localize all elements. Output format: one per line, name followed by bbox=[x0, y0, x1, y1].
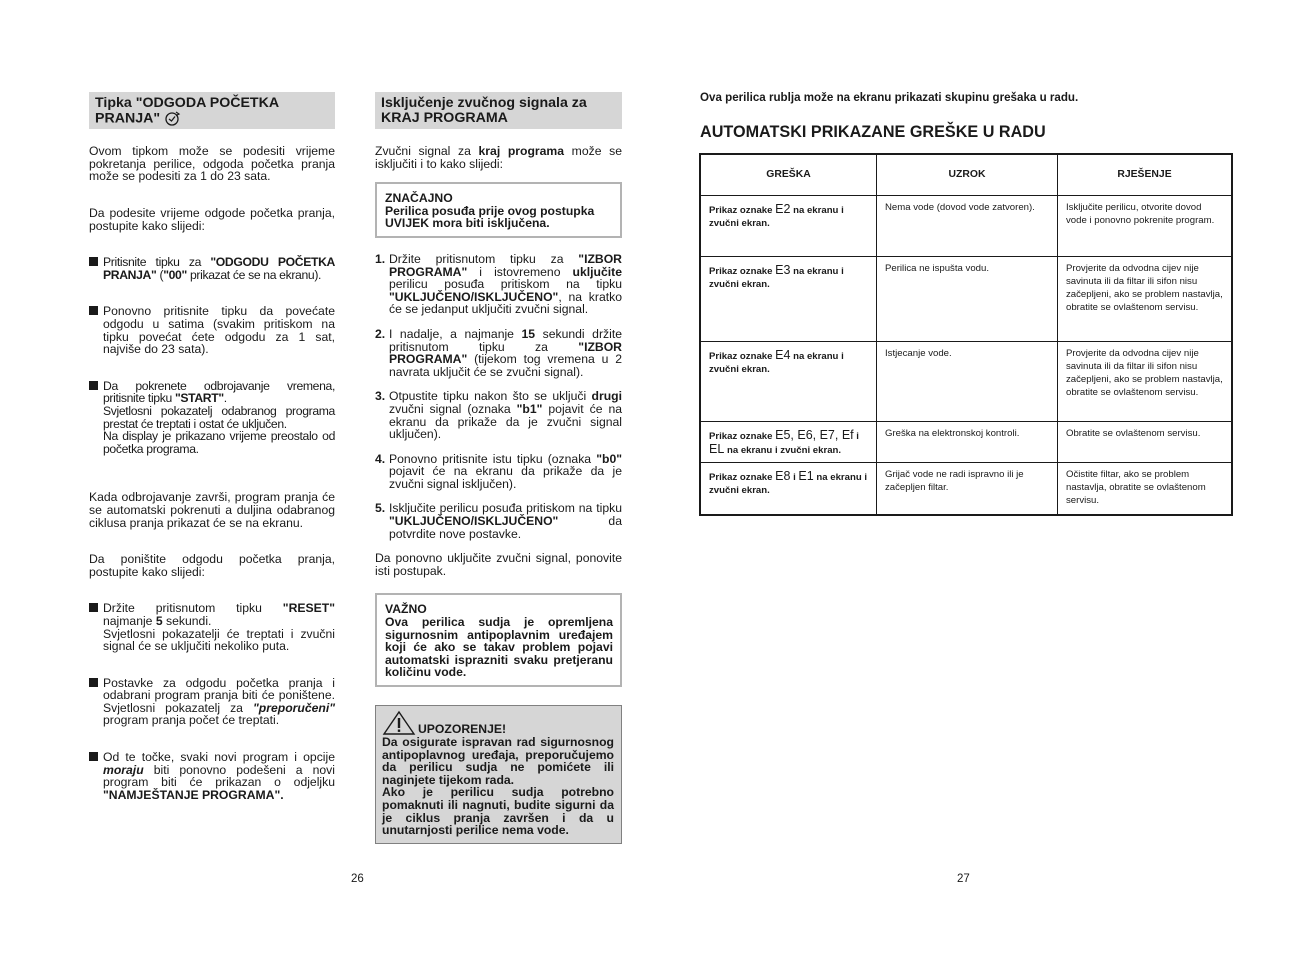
list-item: Od te točke, svaki novi program i opcije moraju biti ponovno podešeni a novi program biti će prikazan o odjeljku "NAMJEŠTANJE PROGRAMA". bbox=[89, 751, 335, 801]
list-item: 4. Ponovno pritisnite istu tipku (oznaka "b0" pojavit će na ekranu da prikaže da je zvučni signal isključen). bbox=[375, 451, 622, 491]
table-row: Prikaz oznake E5, E6, E7, Ef i EL na ekranu i zvučni ekran. Greška na elektronskoj kontroli. Obratite se ovlaštenom servisu. bbox=[700, 421, 1232, 462]
page-number-left: 26 bbox=[351, 873, 364, 885]
list-item: 3. Otpustite tipku nakon što se uključi drugi zvučni signal (oznaka "b1" pojavit će na ekranu da prikaže da je zvučni signal uključen). bbox=[375, 389, 622, 442]
middle-column bbox=[375, 92, 622, 844]
bullet-icon bbox=[89, 603, 98, 612]
warning-text-2: Ako je perilicu sudja potrebno pomaknuti ili nagnuti, budite sigurni da je ciklus pranja završen i da u unutarnjosti perilice nema vode. bbox=[382, 785, 614, 838]
reenable-text: Da ponovno uključite zvučni signal, ponovite isti postupak. bbox=[375, 551, 622, 578]
warning-text-1: Da osigurate ispravan rad sigurnosnog antipoplavnog uređaja, preporučujemo da perilicu sudja ne pomićete ili naginjete tijekom rada. bbox=[382, 735, 614, 787]
sound-intro-text: Zvučni signal za kraj programa može se isključiti i to kako slijedi: bbox=[375, 144, 622, 171]
table-row: Prikaz oznake E8 i E1 na ekranu i zvučni ekran. Grijač vode ne radi ispravno ili je začepljen filtar. Očistite filtar, ako se problem nastavlja, obratite se ovlaštenom servisu. bbox=[700, 462, 1232, 515]
countdown-text: Kada odbrojavanje završi, program pranja će se automatski pokrenuti a duljina odabranog ciklusa pranja prikazat će se na ekranu. bbox=[89, 490, 335, 530]
list-item: Držite pritisnutom tipku "RESET" najmanje 5 sekundi. Svjetlosni pokazatelji će treptati i zvučni signal će se uključiti nekoliko puta. bbox=[89, 602, 335, 652]
bullet-icon bbox=[89, 257, 98, 266]
bullet-icon bbox=[89, 678, 98, 687]
important-note-2-text: Ova perilica sudja je opremljena sigurnosnim antipoplavnim uređajem koji će ako se takav problem pojavi automatski isprazniti svaku pretjeranu količinu vode. bbox=[385, 615, 613, 680]
delay-intro-text: Ovom tipkom može se podesiti vrijeme pokretanja perilice, odgoda početka pranja može se podesiti za 1 do 23 sata. bbox=[89, 144, 335, 184]
header-cause: UZROK bbox=[877, 154, 1058, 196]
warning-box bbox=[375, 705, 622, 844]
list-item: Postavke za odgodu početka pranja i odabrani program pranja biti će poništene. Svjetlosni pokazatelj za "preporučeni" program pranja počet će treptati. bbox=[89, 677, 335, 727]
list-item: Pritisnite tipku za "ODGODU POČETKA PRANJA" ("00" prikazat će se na ekranu). bbox=[89, 256, 335, 281]
important-note bbox=[375, 182, 622, 238]
warning-icon bbox=[382, 710, 416, 736]
errors-title: AUTOMATSKI PRIKAZANE GREŠKE U RADU bbox=[700, 122, 1046, 141]
right-column bbox=[699, 92, 1233, 516]
important-note-text: Perilica posuđa prije ovog postupka UVIJEK mora biti isključena. bbox=[385, 203, 595, 231]
delay-start-heading bbox=[89, 92, 335, 129]
list-item: 5. Isključite perilicu posuđa pritiskom na tipku "UKLJUČENO/ISKLJUČENO" da potvrdite nove postavke. bbox=[375, 501, 622, 541]
list-item: Ponovno pritisnite tipku da povećate odgodu u satima (svakim pritiskom na tipku povećat ćete odgodu za 1 sat, najviše do 23 sata). bbox=[89, 305, 335, 355]
warning-title: UPOZORENJE! bbox=[418, 722, 507, 737]
delay-clock-icon bbox=[164, 111, 181, 126]
important-note-2 bbox=[375, 593, 622, 687]
table-row: Prikaz oznake E3 na ekranu i zvučni ekran. Perilica ne ispušta vodu. Provjerite da odvodna cijev nije savinuta ili da filtar ili sifon nisu začepljeni, ako se problem nastavlja, obratite se ovlaštenom servisu. bbox=[700, 256, 1232, 341]
sound-off-heading: Isključenje zvučnog signala za KRAJ PROGRAMA bbox=[375, 92, 622, 129]
table-row: Prikaz oznake E4 na ekranu i zvučni ekran. Istjecanje vode. Provjerite da odvodna cijev nije savinuta ili da filtar ili sifon nisu začepljeni, ako se problem nastavlja, obratite se ovlaštenom servisu. bbox=[700, 341, 1232, 421]
list-item: 1. Držite pritisnutom tipku za "IZBOR PROGRAMA" i istovremeno uključite perilicu posuđa pritiskom na tipku "UKLJUČENO/ISKLJUČENO", na kratko će se jedanput uključiti zvučni signal. bbox=[375, 251, 622, 317]
bullet-icon bbox=[89, 752, 98, 761]
page-number-right: 27 bbox=[957, 873, 970, 885]
delay-setup-text: Da podesite vrijeme odgode početka pranja, postupite kako slijedi: bbox=[89, 206, 335, 233]
bullet-icon bbox=[89, 306, 98, 315]
errors-intro: Ova perilica rublja može na ekranu prikazati skupinu grešaka u radu. bbox=[700, 91, 1079, 104]
important-note-title: ZNAČAJNO bbox=[385, 191, 453, 206]
left-column bbox=[89, 92, 335, 801]
bullet-icon bbox=[89, 381, 98, 390]
important-note-2-title: VAŽNO bbox=[385, 602, 427, 617]
list-item: Da pokrenete odbrojavanje vremena, pritisnite tipku "START". Svjetlosni pokazatelj odabranog programa prestat će treptati i ostat će uključen. Na display je prikazano vrijeme preostalo od početka programa. bbox=[89, 380, 335, 456]
cancel-delay-text: Da poništite odgodu početka pranja, postupite kako slijedi: bbox=[89, 552, 335, 579]
error-table bbox=[699, 153, 1233, 517]
header-error: GREŠKA bbox=[700, 154, 877, 196]
table-row: Prikaz oznake E2 na ekranu i zvučni ekran. Nema vode (dovod vode zatvoren). Isključite perilicu, otvorite dovod vode i ponovno pokrenite program. bbox=[700, 195, 1232, 256]
list-item: 2. I nadalje, a najmanje 15 sekundi držite pritisnutom tipku za "IZBOR PROGRAMA" (tijekom tog vremena u 2 navrata uključit će se zvučni signal). bbox=[375, 326, 622, 379]
header-solution: RJEŠENJE bbox=[1058, 154, 1233, 196]
delay-start-heading-text: Tipka "ODGODA POČETKA PRANJA" bbox=[95, 95, 279, 127]
